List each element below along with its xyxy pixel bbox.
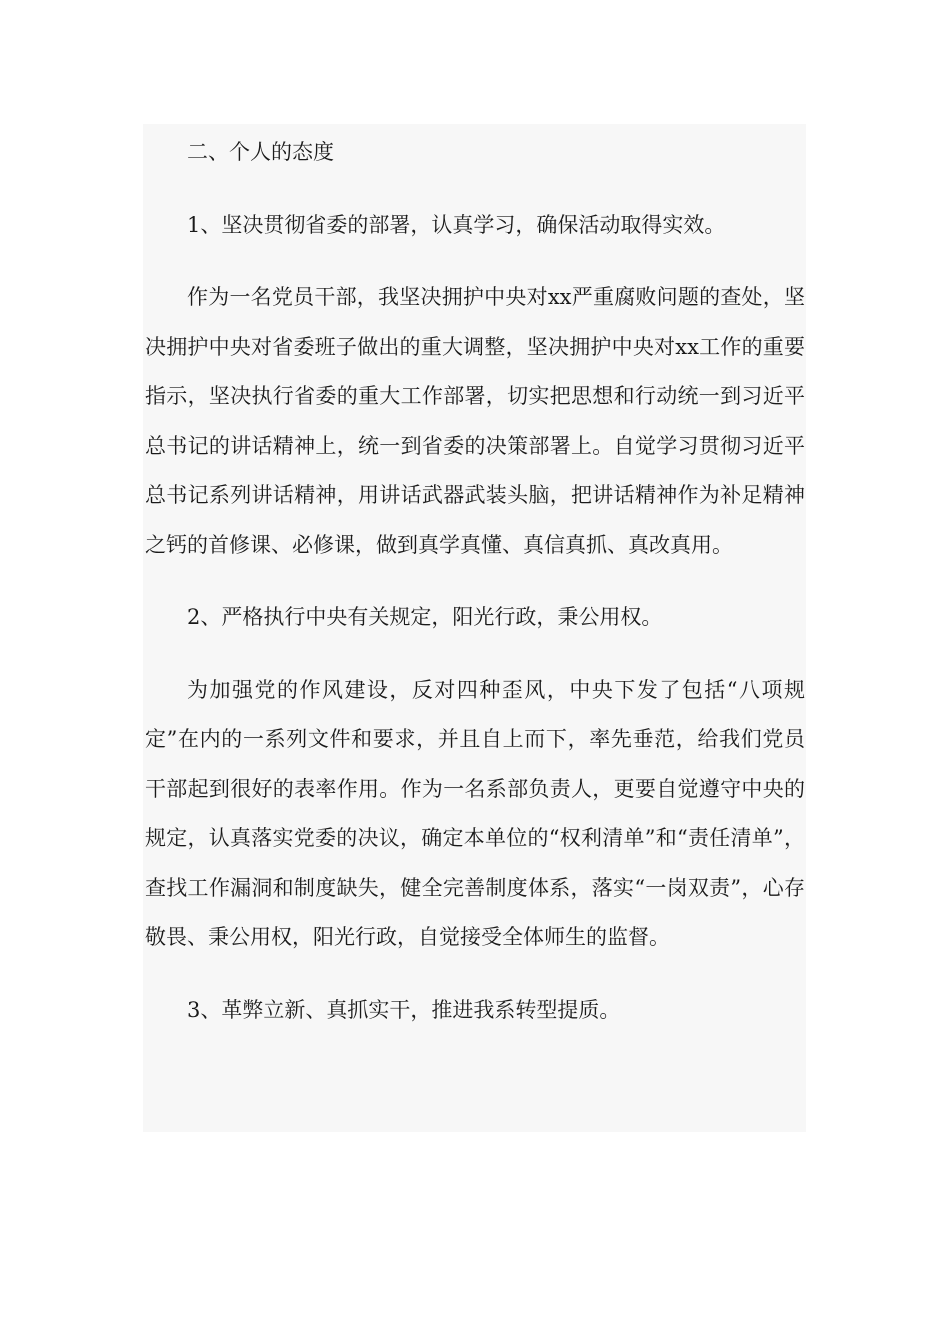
paragraph-gap xyxy=(145,250,805,273)
item-body-1: 作为一名党员干部，我坚决拥护中央对xx严重腐败问题的查处，坚决拥护中央对省委班子做出的重大调整，坚决拥护中央对xx工作的重要指示，坚决执行省委的重大工作部署，切实把思想和行动统一到习近平总书记的讲话精神上，统一到省委的决策部署上。自觉学习贯彻习近平总书记系列讲话精神，用讲话武器武装头脑，把讲话精神作为补足精神之钙的首修课、必修课，做到真学真懂、真信真抓、真改真用。 xyxy=(145,285,805,557)
item-heading-3: 3、革弊立新、真抓实干，推进我系转型提质。 xyxy=(187,997,621,1022)
paragraph-gap xyxy=(145,643,805,666)
item-heading-1: 1、坚决贯彻省委的部署，认真学习，确保活动取得实效。 xyxy=(187,212,726,237)
document-body xyxy=(145,124,805,1035)
item-heading-2: 2、严格执行中央有关规定，阳光行政，秉公用权。 xyxy=(187,605,663,629)
section-heading: 二、个人的态度 xyxy=(187,140,334,164)
item-body-2: 为加强党的作风建设，反对四种歪风，中央下发了包括“八项规定”在内的一系列文件和要求，并且自上而下，率先垂范，给我们党员干部起到很好的表率作用。作为一名系部负责人，更要自觉遵守中央的规定，认真落实党委的决议，确定本单位的“权利清单”和“责任清单”，查找工作漏洞和制度缺失，健全完善制度体系，落实“一岗双责”，心存敬畏、秉公用权，阳光行政，自觉接受全体师生的监督。 xyxy=(145,677,805,949)
paragraph-gap xyxy=(145,570,805,593)
paragraph-gap xyxy=(145,178,805,201)
paragraph-gap xyxy=(145,963,805,986)
